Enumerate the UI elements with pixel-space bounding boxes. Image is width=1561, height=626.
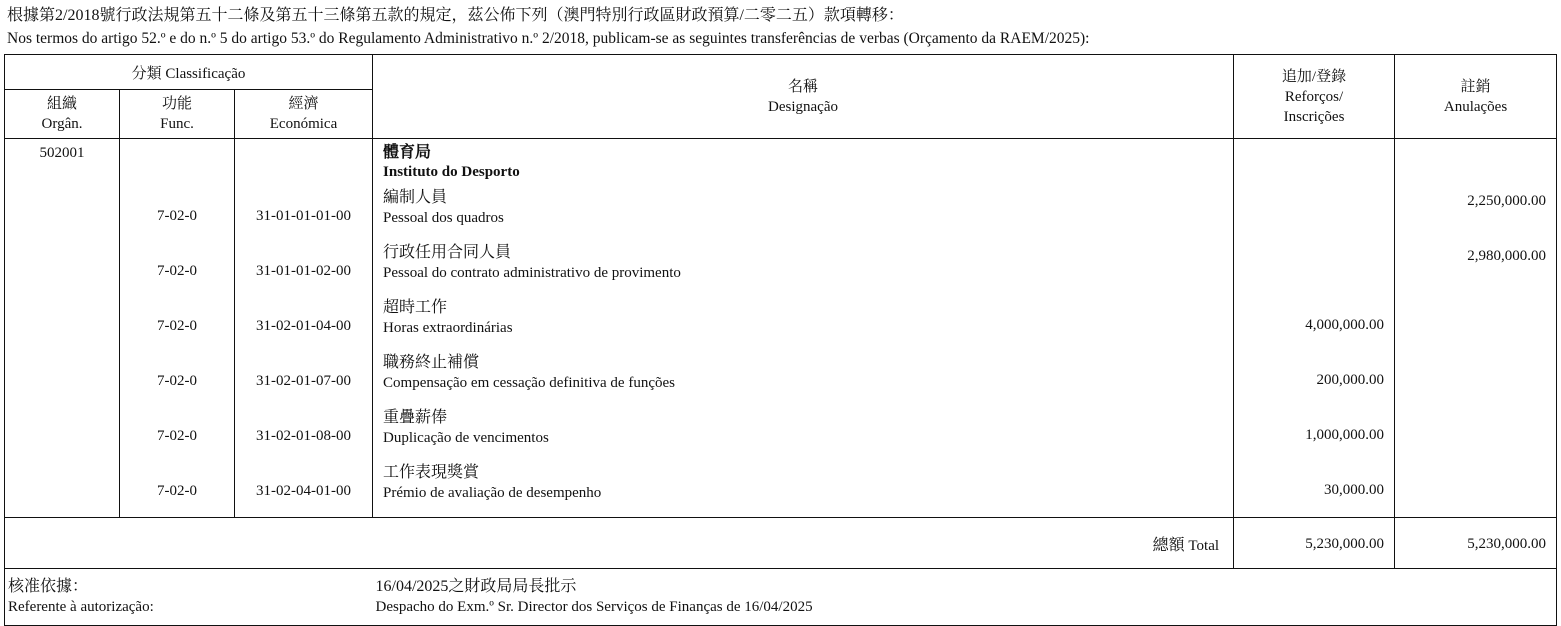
designation-pt: Prémio de avaliação de desempenho <box>383 485 602 501</box>
header-reinforcements-pt2: Inscrições <box>1283 108 1345 125</box>
economic-code: 31-02-01-07-00 <box>235 352 373 407</box>
total-label-zh: 總額 <box>1152 536 1185 554</box>
entity-name-zh: 體育局 <box>383 144 432 161</box>
cancellation-amount <box>1395 352 1557 407</box>
designation-zh: 行政任用合同人員 <box>383 244 512 261</box>
budget-transfer-table <box>4 54 1557 626</box>
reinforcement-amount: 4,000,000.00 <box>1234 297 1395 352</box>
header-reinforcements-pt1: Reforços/ <box>1284 88 1344 105</box>
reinforcement-amount: 200,000.00 <box>1234 352 1395 407</box>
header-designation-zh: 名稱 <box>788 78 819 95</box>
cancellation-amount: 2,250,000.00 <box>1395 187 1557 242</box>
total-cancellation: 5,230,000.00 <box>1395 518 1557 569</box>
intro-text-portuguese: Nos termos do artigo 52.º e do n.º 5 do artigo 53.º do Regulamento Administrativo n.º 2/2018, publicam-se as seguintes transferências de verbas (Orçamento da RAEM/2025): <box>7 30 1090 47</box>
designation-zh: 職務終止補償 <box>383 354 480 371</box>
designation <box>373 352 1234 407</box>
table-row <box>5 352 1557 407</box>
organ-code: 502001 <box>5 139 120 188</box>
designation <box>373 462 1234 518</box>
cancellation-amount <box>1395 407 1557 462</box>
header-designation <box>373 55 1234 139</box>
header-cancellations-pt: Anulações <box>1443 98 1508 115</box>
reinforcement-amount: 1,000,000.00 <box>1234 407 1395 462</box>
designation-pt: Horas extraordinárias <box>383 320 513 336</box>
function-code: 7-02-0 <box>120 407 235 462</box>
function-code: 7-02-0 <box>120 242 235 297</box>
function-code: 7-02-0 <box>120 352 235 407</box>
authorization-label-pt: Referente à autorização: <box>8 599 154 615</box>
header-reinforcements <box>1234 55 1395 139</box>
designation <box>373 187 1234 242</box>
economic-code: 31-02-01-04-00 <box>235 297 373 352</box>
cancellation-amount <box>1395 462 1557 518</box>
cancellation-amount: 2,980,000.00 <box>1395 242 1557 297</box>
designation <box>373 242 1234 297</box>
entity-row <box>5 139 1557 188</box>
header-cancellations <box>1395 55 1557 139</box>
economic-code: 31-02-04-01-00 <box>235 462 373 518</box>
designation-zh: 超時工作 <box>383 299 448 316</box>
economic-code: 31-01-01-02-00 <box>235 242 373 297</box>
total-label <box>5 518 1234 569</box>
function-code: 7-02-0 <box>120 187 235 242</box>
function-code: 7-02-0 <box>120 462 235 518</box>
header-classification: 分類 Classificação <box>5 55 373 90</box>
header-organ-pt: Orgân. <box>41 116 83 132</box>
intro-text-chinese: 根據第2/2018號行政法規第五十二條及第五十三條第五款的規定，茲公佈下列（澳門特別行政區財政預算/二零二五）款項轉移： <box>7 7 904 24</box>
designation-pt: Pessoal dos quadros <box>383 210 504 226</box>
header-designation-pt: Designação <box>768 98 838 115</box>
total-label-pt: Total <box>1188 537 1220 554</box>
entity-name-pt: Instituto do Desporto <box>383 164 520 180</box>
table-row <box>5 242 1557 297</box>
header-organ-zh: 組織 <box>46 96 77 112</box>
designation-zh: 編制人員 <box>383 189 448 206</box>
authorization-value-zh: 16/04/2025之財政局局長批示 <box>375 578 577 595</box>
header-cancellations-zh: 註銷 <box>1460 78 1491 95</box>
designation-pt: Duplicação de vencimentos <box>383 430 549 446</box>
table-row <box>5 297 1557 352</box>
table-row <box>5 407 1557 462</box>
designation-pt: Pessoal do contrato administrativo de provimento <box>383 265 681 281</box>
authorization-label-zh: 核准依據： <box>8 578 89 595</box>
authorization-value <box>373 569 1557 626</box>
designation-zh: 工作表現獎賞 <box>383 464 480 481</box>
cancellation-amount <box>1395 297 1557 352</box>
designation <box>373 297 1234 352</box>
total-row <box>5 518 1557 569</box>
designation <box>373 407 1234 462</box>
header-economic-pt: Económica <box>269 116 338 132</box>
economic-code: 31-01-01-01-00 <box>235 187 373 242</box>
authorization-label <box>5 569 373 626</box>
header-economic-zh: 經濟 <box>288 96 319 112</box>
header-reinforcements-zh: 追加/登錄 <box>1281 68 1347 85</box>
header-organ <box>5 90 120 139</box>
table-row <box>5 462 1557 518</box>
header-function-zh: 功能 <box>161 96 192 112</box>
header-function-pt: Func. <box>160 116 194 132</box>
function-code: 7-02-0 <box>120 297 235 352</box>
header-economic <box>235 90 373 139</box>
authorization-row <box>5 569 1557 626</box>
header-function <box>120 90 235 139</box>
economic-code: 31-02-01-08-00 <box>235 407 373 462</box>
total-reinforcement: 5,230,000.00 <box>1234 518 1395 569</box>
reinforcement-amount: 30,000.00 <box>1234 462 1395 518</box>
reinforcement-amount <box>1234 187 1395 242</box>
authorization-value-pt: Despacho do Exm.º Sr. Director dos Serviços de Finanças de 16/04/2025 <box>375 599 813 615</box>
designation-pt: Compensação em cessação definitiva de funções <box>383 375 675 391</box>
reinforcement-amount <box>1234 242 1395 297</box>
table-row <box>5 187 1557 242</box>
designation-zh: 重疊薪俸 <box>383 409 448 426</box>
